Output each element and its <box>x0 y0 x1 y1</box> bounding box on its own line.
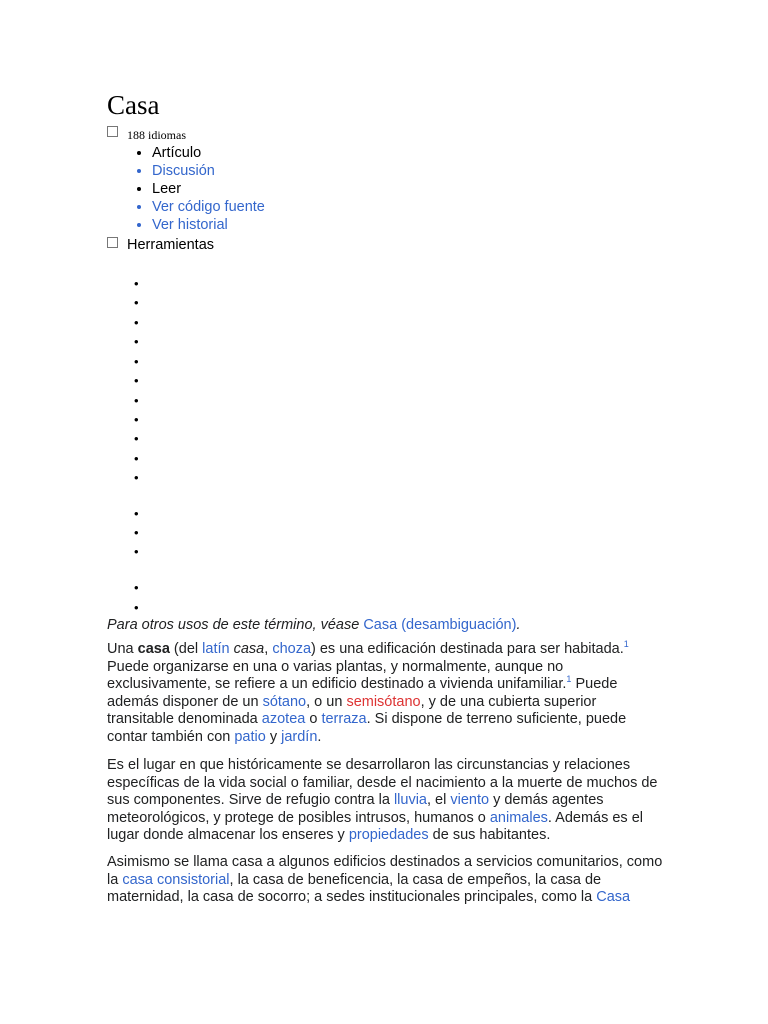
tools-menu-bullet: • <box>134 451 139 466</box>
link-latin[interactable]: latín <box>202 641 230 657</box>
link-semisotano-missing[interactable]: semisótano <box>346 693 421 710</box>
tools-menu-bullet: • <box>134 373 139 388</box>
text: , la casa de beneficencia, la casa de empeños, la casa de maternidad, la casa de socorro; a sedes institucionales principales, como la <box>107 871 602 905</box>
text: . Además es el lugar donde almacenar los enseres y <box>107 809 643 843</box>
tools-menu-bullet: • <box>134 580 139 595</box>
text: . <box>317 728 322 745</box>
text: , <box>264 641 273 657</box>
italic-term: casa <box>233 641 265 657</box>
tools-menu-bullet: • <box>134 600 139 615</box>
link-azotea[interactable]: azotea <box>261 711 306 727</box>
text: Puede además disponer de un <box>107 676 618 710</box>
languages-label[interactable]: 188 idiomas <box>127 128 186 142</box>
intro-paragraph <box>107 641 667 746</box>
text: . Si dispone de terreno suficiente, puede contar también con <box>107 711 627 745</box>
tab-view-history[interactable]: • Ver historial <box>152 216 265 234</box>
link-lluvia[interactable]: lluvia <box>393 792 427 808</box>
tools-menu-bullet: • <box>134 470 139 485</box>
link-casa-consistorial[interactable]: casa consistorial <box>122 871 230 888</box>
tools-menu-bullet: • <box>134 276 139 291</box>
tools-checkbox[interactable] <box>107 237 118 248</box>
link-propiedades[interactable]: propiedades <box>348 827 429 843</box>
text: o <box>305 711 322 727</box>
page-tabs <box>131 144 265 234</box>
tools-menu-bullet: • <box>134 354 139 369</box>
text: (del <box>169 641 203 657</box>
reference-link[interactable]: 1 <box>623 639 629 650</box>
text: y <box>265 728 282 745</box>
text: , o un <box>306 693 347 710</box>
link-casa[interactable]: Casa <box>596 889 631 905</box>
hatnote-text: Para otros usos de este término, véase <box>107 617 364 633</box>
text: Puede organizarse en una o varias plantas, y normalmente, aunque no exclusivamente, se refiere a un edificio destinado a vivienda unifamiliar. <box>107 658 567 692</box>
tools-menu-bullet: • <box>134 393 139 408</box>
disambiguation-link[interactable]: Casa (desambiguación) <box>363 617 517 633</box>
text: Asimismo se llama casa a algunos edificios destinados a servicios comunitarios, como la <box>107 854 663 888</box>
hatnote-period: . <box>516 617 521 633</box>
link-animales[interactable]: animales <box>489 809 548 826</box>
tools-menu-bullet: • <box>134 315 139 330</box>
text: de sus habitantes. <box>428 827 551 843</box>
tools-menu-bullet: • <box>134 506 139 521</box>
tab-view-source[interactable]: • Ver código fuente <box>152 198 265 216</box>
text: , el <box>426 792 451 808</box>
page-title: Casa <box>107 90 160 120</box>
body-paragraph <box>107 854 667 907</box>
tools-menu-bullet: • <box>134 431 139 446</box>
text: Una <box>107 641 138 657</box>
tools-menu-bullet: • <box>134 412 139 427</box>
tools-menu-bullet: • <box>134 525 139 540</box>
bold-term: casa <box>137 641 170 657</box>
reference-link[interactable]: 1 <box>566 674 572 685</box>
tools-menu-bullet: • <box>134 295 139 310</box>
tab-read[interactable]: • Leer <box>152 180 265 198</box>
tab-article[interactable]: • Artículo <box>152 144 265 162</box>
tools-menu-bullet: • <box>134 334 139 349</box>
tab-discussion[interactable]: • Discusión <box>152 162 265 180</box>
link-terraza[interactable]: terraza <box>321 711 367 727</box>
body-paragraph <box>107 757 667 845</box>
text: ) es una edificación destinada para ser habitada. <box>311 641 624 657</box>
hatnote <box>107 617 520 633</box>
link-choza[interactable]: choza <box>272 641 312 657</box>
link-viento[interactable]: viento <box>450 792 490 808</box>
tools-menu-bullet: • <box>134 544 139 559</box>
text: , y de una cubierta superior transitable denominada <box>107 693 597 727</box>
text: y demás agentes meteorológicos, y protege de posibles intrusos, humanos o <box>107 792 604 826</box>
text: Es el lugar en que históricamente se desarrollaron las circunstancias y relaciones específicas de la vida social o familiar, desde el nacimiento a la muerte de muchos de sus componentes. Sirve de refugio contra la <box>107 757 658 808</box>
link-sotano[interactable]: sótano <box>262 693 307 710</box>
languages-checkbox[interactable] <box>107 126 118 137</box>
tools-label[interactable]: Herramientas <box>127 237 215 253</box>
link-jardin[interactable]: jardín <box>281 728 318 745</box>
link-patio[interactable]: patio <box>234 728 266 745</box>
